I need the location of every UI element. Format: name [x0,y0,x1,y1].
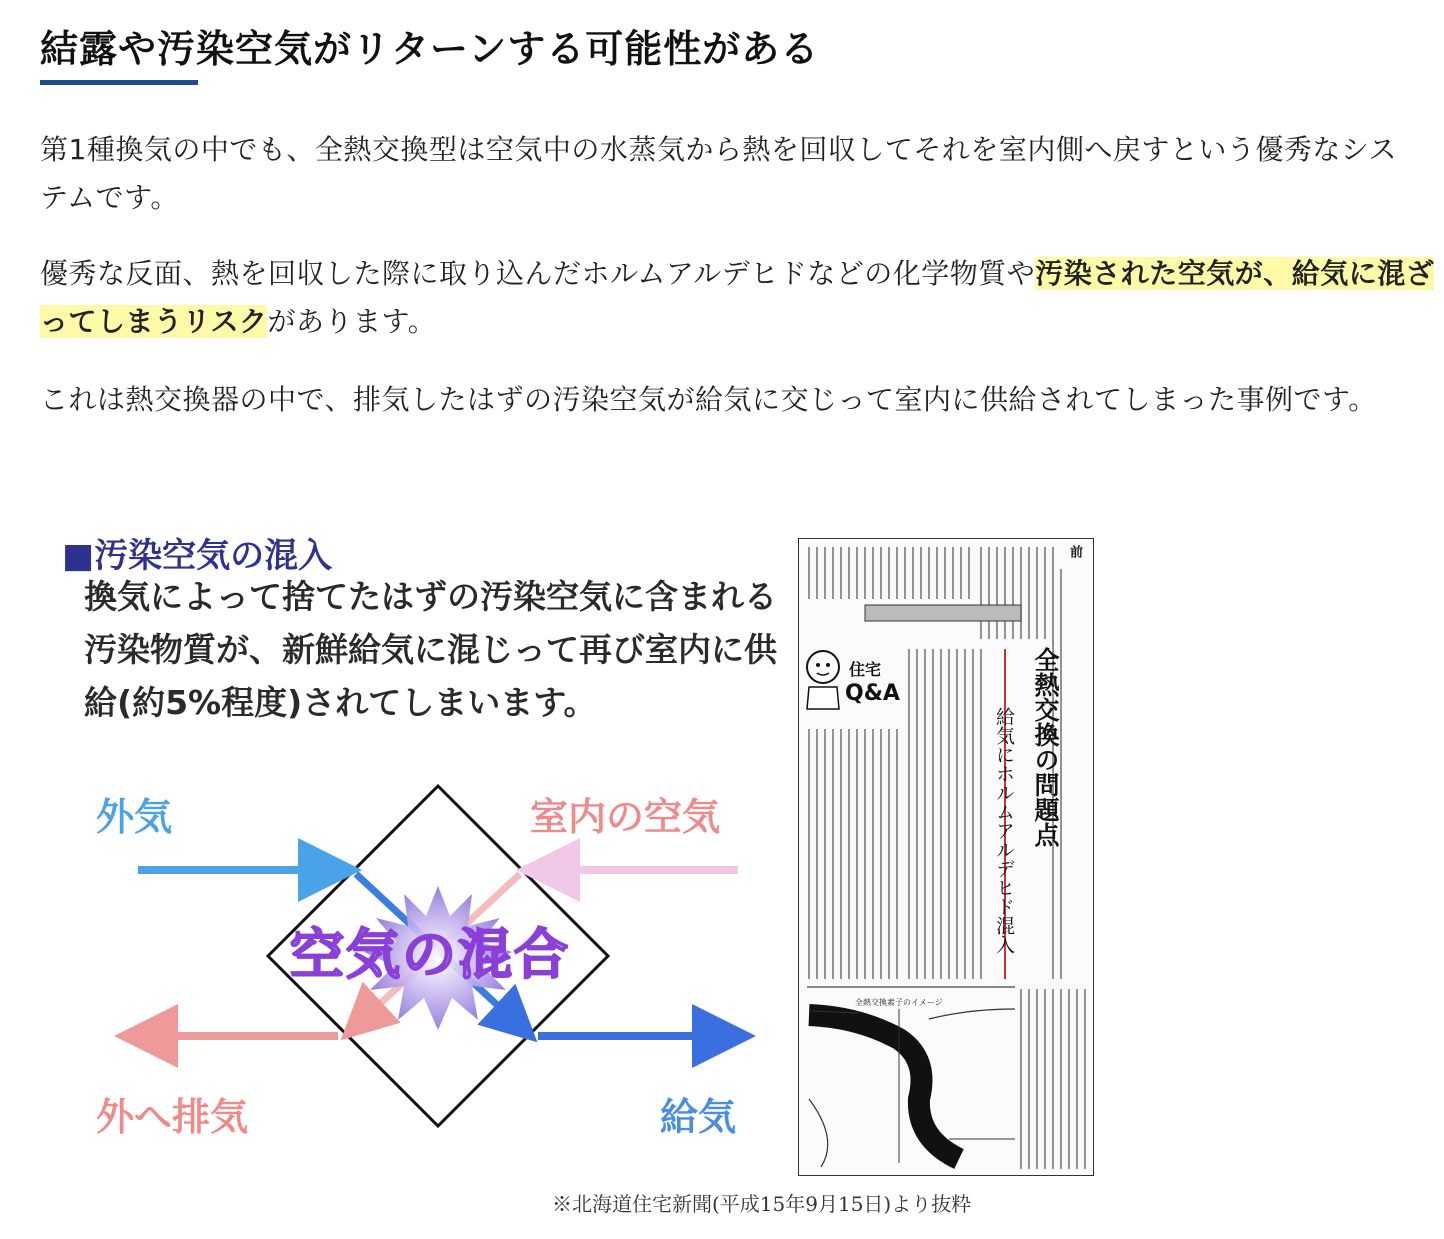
paragraph-2-text: 優秀な反面、熱を回収した際に取り込んだホルムアルデヒドなどの化学物質や [40,257,1036,290]
newspaper-texture [799,539,1093,1175]
outside-air-label: 外気 [96,795,173,839]
heat-exchange-element-figure [809,1009,1015,1167]
page-heading: 結露や汚染空気がリターンする可能性がある [40,27,820,71]
clipping-figure-caption: 全熱交換素子のイメージ [855,998,943,1007]
paragraph-2-end: があります。 [267,305,437,338]
highlighted-risk-text: 汚染された空気が、給気に混ざってしまうリスク [40,257,1435,338]
qa-badge [805,651,901,715]
clipping-corner-mark: 前 [1067,545,1082,558]
clipping-subtitle: 給気にホルムアルデヒド混入 [993,707,1015,954]
paragraph-1: 第1種換気の中でも、全熱交換型は空気中の水蒸気から熱を回収してそれを室内側へ戻すという優秀なシステムです。 [40,133,1397,214]
diagram-description: 換気によって捨てたはずの汚染空気に含まれる汚染物質が、新鮮給気に混じって再び室内に供給(約5%程度)されてしまいます。 [84,577,777,722]
supply-label: 給気 [660,1095,737,1139]
room-air-label: 室内の空気 [530,795,721,839]
exhaust-label: 外へ排気 [96,1095,249,1139]
clipping-title: 全熱交換の問題点 [1031,647,1060,847]
paragraph-3: これは熱交換器の中で、排気したはずの汚染空気が給気に交じって室内に供給されてしまった事例です。 [40,383,1377,416]
qa-label: Q&A [845,681,900,706]
qa-house-label: 住宅 [849,660,882,679]
paragraph-2 [40,250,1435,346]
newspaper-clipping [798,538,1094,1176]
heading-underline [40,80,198,85]
air-mixing-label: 空気の混合 [290,923,570,986]
diagram-title: ■汚染空気の混入 [62,536,333,576]
source-caption: ※北海道住宅新聞(平成15年9月15日)より抜粋 [552,1192,972,1216]
